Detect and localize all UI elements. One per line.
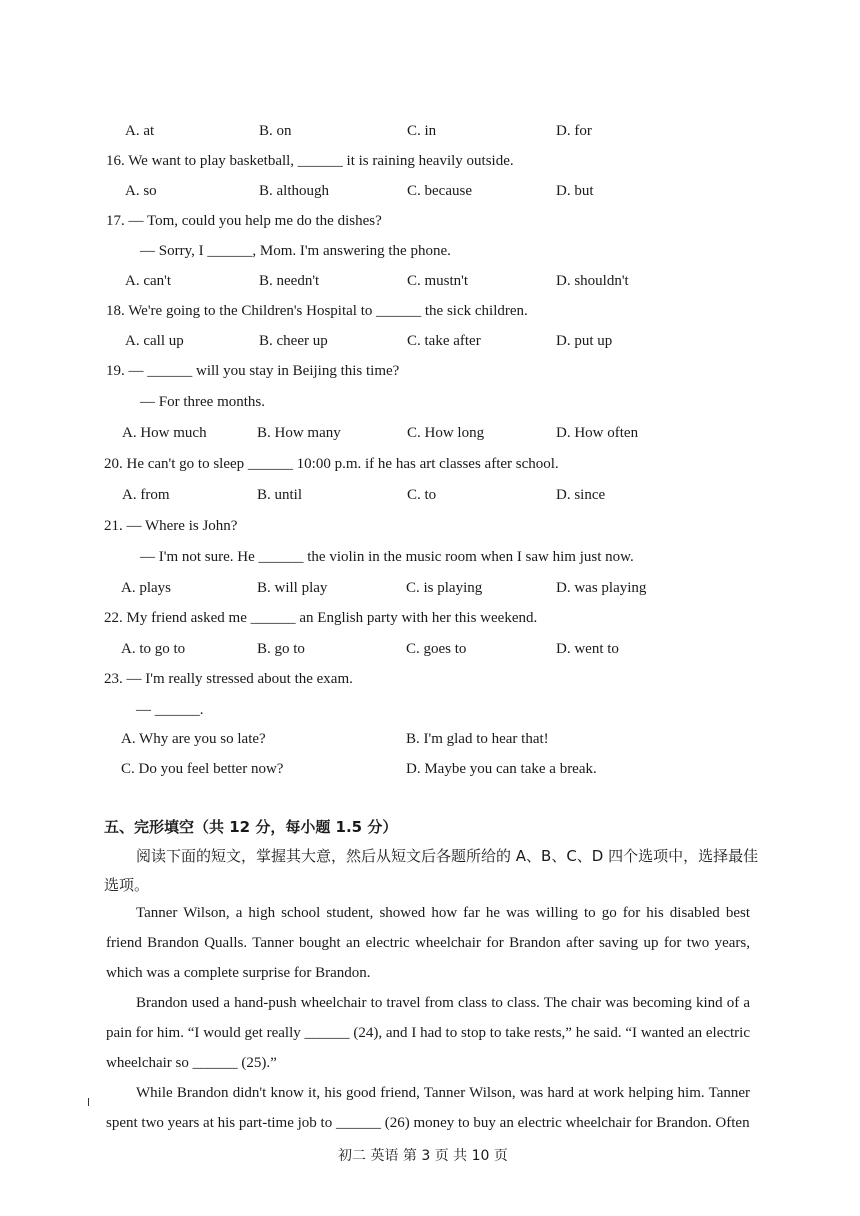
q19-option-b: B. How many bbox=[257, 425, 341, 441]
q15-option-c: C. in bbox=[407, 123, 437, 139]
passage-paragraph-1: Tanner Wilson, a high school student, showed how far he was willing to go for his disabled best friend Brandon Qualls. Tanner bought an electric wheelchair for Brandon after saving up for two years, which was a complete surprise for Brandon. bbox=[106, 905, 750, 981]
q19-option-d: D. How often bbox=[556, 425, 639, 441]
q23-option-b: B. I'm glad to hear that! bbox=[406, 731, 549, 747]
q22-option-c: C. goes to bbox=[406, 641, 467, 657]
q16-option-b: B. although bbox=[259, 183, 329, 199]
section-instruction-line1: 阅读下面的短文，掌握其大意，然后从短文后各题所给的 A、B、C、D 四个选项中，选择最佳 bbox=[136, 847, 759, 865]
q17-option-d: D. shouldn't bbox=[556, 273, 629, 289]
q16-option-a: A. so bbox=[125, 183, 157, 199]
q20-option-b: B. until bbox=[257, 487, 303, 503]
q17-option-a: A. can't bbox=[125, 273, 172, 289]
q21-option-b: B. will play bbox=[257, 580, 328, 596]
section-instruction-line2: 选项。 bbox=[104, 876, 150, 894]
passage-paragraph-3: While Brandon didn't know it, his good friend, Tanner Wilson, was hard at work helping him. Tanner spent two years at his part-time job to ______ (26) money to buy an electric wheelchair for Brandon. Often bbox=[106, 1085, 750, 1131]
q23-option-d: D. Maybe you can take a break. bbox=[406, 761, 597, 777]
q15-option-a: A. at bbox=[125, 123, 155, 139]
q21-option-a: A. plays bbox=[121, 580, 171, 596]
q15-option-d: D. for bbox=[556, 123, 592, 139]
page-footer: 初二 英语 第 3 页 共 10 页 bbox=[338, 1148, 508, 1164]
q23-reply: — ______. bbox=[136, 702, 204, 718]
q21-stem: 21. — Where is John? bbox=[104, 518, 238, 534]
q22-option-d: D. went to bbox=[556, 641, 619, 657]
q20-option-a: A. from bbox=[122, 487, 170, 503]
q20-stem: 20. He can't go to sleep ______ 10:00 p.m. if he has art classes after school. bbox=[104, 456, 559, 472]
q18-option-d: D. put up bbox=[556, 333, 613, 349]
q21-reply: — I'm not sure. He ______ the violin in the music room when I saw him just now. bbox=[140, 549, 634, 565]
q19-stem: 19. — ______ will you stay in Beijing this time? bbox=[106, 363, 400, 379]
q18-stem: 18. We're going to the Children's Hospital to ______ the sick children. bbox=[106, 303, 528, 319]
q16-stem: 16. We want to play basketball, ______ it is raining heavily outside. bbox=[106, 153, 514, 169]
q22-stem: 22. My friend asked me ______ an English party with her this weekend. bbox=[104, 610, 538, 626]
q16-option-d: D. but bbox=[556, 183, 594, 199]
section-heading: 五、完形填空（共 12 分，每小题 1.5 分） bbox=[104, 818, 398, 836]
q20-option-d: D. since bbox=[556, 487, 606, 503]
q20-option-c: C. to bbox=[407, 487, 437, 503]
q17-stem: 17. — Tom, could you help me do the dishes? bbox=[106, 213, 382, 229]
q23-option-c: C. Do you feel better now? bbox=[121, 761, 284, 777]
q23-option-a: A. Why are you so late? bbox=[121, 731, 266, 747]
q22-option-b: B. go to bbox=[257, 641, 305, 657]
q22-option-a: A. to go to bbox=[121, 641, 186, 657]
q21-option-d: D. was playing bbox=[556, 580, 647, 596]
q17-option-c: C. mustn't bbox=[407, 273, 469, 289]
q18-option-c: C. take after bbox=[407, 333, 481, 349]
q16-option-c: C. because bbox=[407, 183, 472, 199]
q19-reply: — For three months. bbox=[140, 394, 265, 410]
q17-reply: — Sorry, I ______, Mom. I'm answering the phone. bbox=[140, 243, 451, 259]
q23-stem: 23. — I'm really stressed about the exam. bbox=[104, 671, 353, 687]
q15-option-b: B. on bbox=[259, 123, 292, 139]
q17-option-b: B. needn't bbox=[259, 273, 320, 289]
q19-option-c: C. How long bbox=[407, 425, 485, 441]
q19-option-a: A. How much bbox=[122, 425, 207, 441]
q18-option-b: B. cheer up bbox=[259, 333, 328, 349]
q18-option-a: A. call up bbox=[125, 333, 184, 349]
passage-paragraph-2: Brandon used a hand-push wheelchair to travel from class to class. The chair was becoming kind of a pain for him. “I would get really ______ (24), and I had to stop to take rests,” he said. “I wanted an electric wheelchair so ______ (25).” bbox=[106, 995, 750, 1071]
margin-mark bbox=[88, 1098, 89, 1106]
q21-option-c: C. is playing bbox=[406, 580, 483, 596]
